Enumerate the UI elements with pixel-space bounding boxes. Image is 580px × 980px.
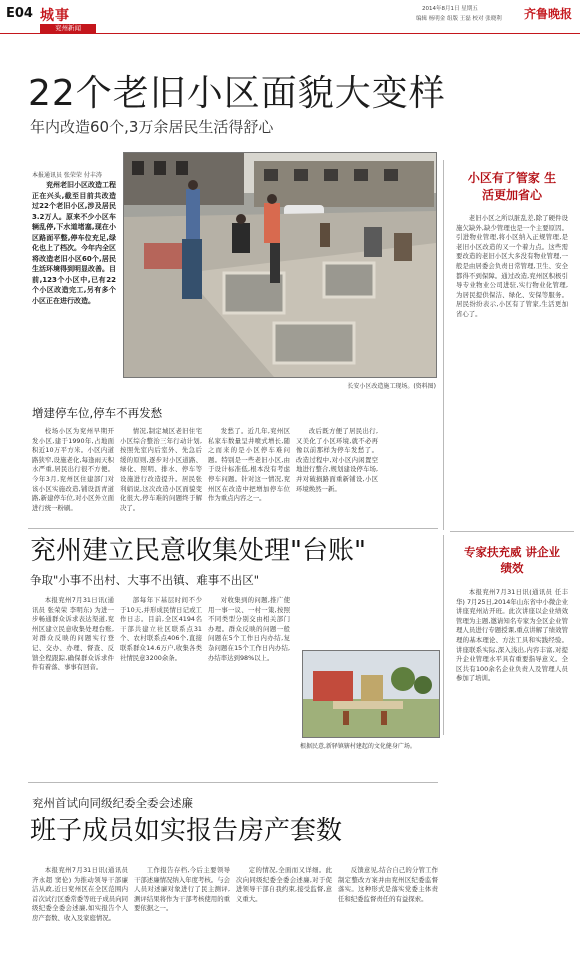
sidebar-1-title: 小区有了管家 生活更加省心 xyxy=(467,171,557,202)
main-lead xyxy=(32,180,116,322)
second-col-3-text: 对收集到的问题,推广使用一事一议、一村一策,按照不同类型分别交由相关部门办理。群众反映的问题一般问题在5个工作日内办结,复杂问题在15个工作日内办结,办结率达到98%以上。 xyxy=(208,596,290,662)
sidebar-1-body-wrap xyxy=(450,210,574,510)
parking-section-heading: 增建停车位,停车不再发愁 xyxy=(32,406,163,420)
main-col-1 xyxy=(32,427,114,522)
section-name: 城事 xyxy=(40,8,70,24)
third-col-4-text: 反馈意见,结合自己的分管工作制定整改方案并由兖州区纪委监督落实。这种形式是落实党委主体责任和纪委监督责任的有益探索。 xyxy=(338,866,438,903)
masthead-rule xyxy=(0,33,580,34)
sidebar-1-body: 老旧小区之所以脏乱差,除了硬件设施欠缺外,缺少管理也是一个主要原因。引进物业管理,将小区纳入正规管理,是老旧小区改造的又一个着力点。这些需要改造的老旧小区大多没有物业管理,一般是由居委会负责日常管理,卫生、安全都得不到保障。通过改造,兖州区积极引导专业物业公司进驻,实行物业化管理,为居民提供保洁、绿化、安保等服务。居民纷纷表示,小区有了管家,生活更加省心了。 xyxy=(456,214,568,318)
sidebar-2 xyxy=(450,538,574,978)
third-col-2-text: 工作报告存档,今后主要领导干部述廉情况纳入年度考核。与会人员对述廉对象进行了民主测评,测评结果将作为干部考核使用的重要依据之一。 xyxy=(134,866,230,913)
second-col-1-text: 本报兖州7月31日讯(通讯员 张荣荣 李明东) 为进一步畅通群众诉求表达渠道,兖州区建立民意收集处理台账,对群众反映的问题实行登记、交办、办理、督查、反馈全程跟踪,确保群众诉求件件有着落、事事有回音。 xyxy=(32,596,114,672)
second-headline: 兖州建立民意收集处理"台账" xyxy=(30,536,366,566)
main-lead-text: 兖州老旧小区改造工程正在兴头,截至目前共改造过22个老旧小区,涉及居民3.2万人。原来不少小区车辆乱停,下水道堵塞,现在小区路面平整,停车位充足,绿化也上了档次。今年内全区将改造老旧小区60个,居民生活环境得到明显改善。目前,123个小区中,已有22个小区改造完工,另有多个小区正在进行改造。 xyxy=(32,181,116,305)
construction-scene-image xyxy=(124,153,436,377)
sidebar-2-title: 专家扶充威 讲企业绩效 xyxy=(463,545,560,575)
main-headline: 22个老旧小区面貌大变样 xyxy=(28,73,446,114)
second-col-3 xyxy=(208,596,290,736)
page-code: E04 xyxy=(6,6,33,21)
main-col-1-text: 校场小区为兖州早期开发小区,建于1990年,占地面积近10万平方米。小区内道路狭窄,设施老化,每逢雨天积水严重,居民出行很不方便。今年3月,兖州区住建部门对该小区实施改造,铺设沥青道路,新建停车位,对小区外立面进行统一粉刷。 xyxy=(32,427,114,512)
issue-date: 2014年8月1日 星期五 xyxy=(422,6,478,12)
second-col-2 xyxy=(120,596,202,736)
main-photo-caption: 长安小区改造施工现场。(资料图) xyxy=(347,383,436,390)
masthead xyxy=(0,0,580,34)
main-col-2-text: 情况,制定城区老旧住宅小区综合整治三年行动计划,按照先室内后室外、先急后缓的原则,逐步对小区道路、绿化、照明、排水、停车等设施进行改造提升。居民张利娟说,这次改造小区面貌变化很大,停车难的问题终于解决了。 xyxy=(120,427,202,512)
separator-second-third xyxy=(28,782,438,783)
sidebar-divider-3 xyxy=(450,531,574,532)
second-photo xyxy=(302,650,440,738)
sidebar-2-body-wrap xyxy=(450,584,574,974)
second-col-2-text: 部每年下基层时间不少于10天,并形成民情日记或工作日志。目前,全区4194名干部共建立社区联系点31个、农村联系点406个,直接联系群众14.6万户,收集各类社情民意3200余条。 xyxy=(120,596,202,662)
third-col-3 xyxy=(236,866,332,974)
main-col-4 xyxy=(296,427,378,522)
separator-main-second xyxy=(28,528,438,529)
sidebar-1 xyxy=(450,160,574,530)
main-col-3 xyxy=(208,427,290,522)
third-col-2 xyxy=(134,866,230,974)
main-col-4-text: 改后既方便了居民出行,又美化了小区环境,就不必再像以前那样为停车发愁了。改造过程中,对小区内闲置空地进行整合,规划建设停车场,并对破损路面重新铺设,小区环境焕然一新。 xyxy=(296,427,378,493)
paper-logo: 齐鲁晚报 xyxy=(524,7,573,21)
third-kicker: 兖州首试向同级纪委全委会述廉 xyxy=(32,796,193,810)
second-photo-caption: 根据民意,新驿镇辖村建起的文化健身广场。 xyxy=(300,743,416,750)
main-col-3-text: 发愁了。近几年,兖州区私家车数量呈井喷式增长,随之而来的是小区停车难问题。特别是一些老旧小区,由于设计标准低,根本没有考虑停车问题。针对这一情况,兖州区在改造中把增加停车位作为重点内容之一。 xyxy=(208,427,290,503)
main-subtitle: 年内改造60个,3万余居民生活得舒心 xyxy=(30,118,274,136)
third-col-1-text: 本报兖州7月31日讯(通讯员 齐永超 窦伦) 为推动领导干部廉洁从政,近日兖州区在全区范围内首次试行区委常委等班子成员向同级纪委全委会述廉,如实报告个人房产套数、收入及家庭情况。 xyxy=(32,866,128,922)
fitness-square-image xyxy=(303,651,439,737)
main-photo xyxy=(123,152,437,378)
sub-section-bar: 兖州新闻 xyxy=(40,24,96,33)
staff-line: 编辑 杨明金 组版 王磊 校对 张晓利 xyxy=(416,16,502,22)
second-col-1 xyxy=(32,596,114,736)
third-col-3-text: 定的情况,全面而又详细。此次向同级纪委全委会述廉,对于促进领导干部自我约束,接受监督,意义重大。 xyxy=(236,866,332,903)
sidebar-2-body: 本报兖州7月31日讯(通讯员 任丰华) 7月25日,2014年山东省中小微企业讲座兖州站开班。此次讲座以企业绩效管理为主题,邀请知名专家为全区企业管理人员进行专题授课,重点讲解了绩效管理的基本理论、方法工具和实践经验。讲座联系实际,深入浅出,内容丰富,对提升企业管理水平具有重要指导意义。全区共有100余名企业负责人及管理人员参加了培训。 xyxy=(456,588,568,683)
second-subtitle: 争取"小事不出村、大事不出镇、难事不出区" xyxy=(30,573,260,587)
third-headline: 班子成员如实报告房产套数 xyxy=(30,816,343,846)
third-col-1 xyxy=(32,866,128,974)
main-col-2 xyxy=(120,427,202,522)
third-col-4 xyxy=(338,866,438,974)
sidebar-divider-2 xyxy=(443,535,444,735)
main-byline: 本报通讯员 张荣荣 付丰涛 xyxy=(32,172,102,179)
sidebar-divider-1 xyxy=(443,160,444,530)
